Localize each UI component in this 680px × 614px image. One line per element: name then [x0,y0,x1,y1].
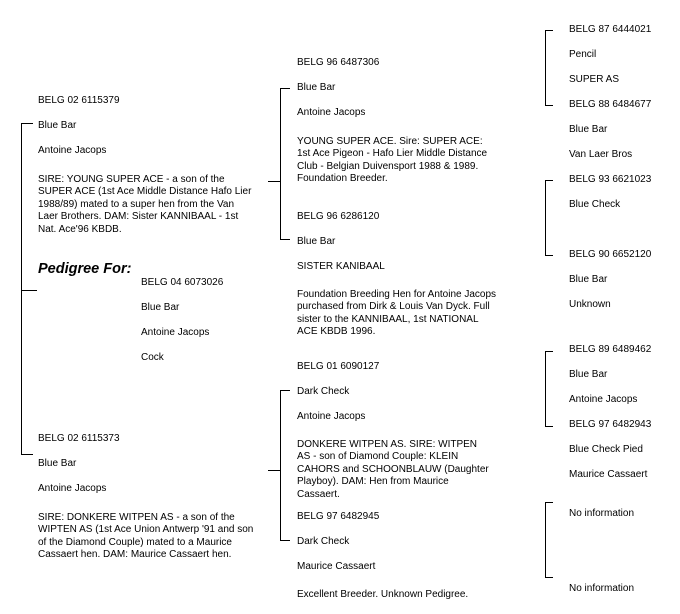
dam-sire-band: BELG 01 6090127 [297,360,380,372]
sire-owner: Antoine Jacops [38,144,107,156]
sire-sire-notes: YOUNG SUPER ACE. Sire: SUPER ACE: 1st Ace Pigeon - Hafo Lier Middle Distance Club - Belgian Duivensport 1988 & 1989. Foundation Breeder. [297,135,488,184]
bracket-subject-vertical [21,123,22,455]
ggp-5-name: Antoine Jacops [569,393,638,405]
dam-band: BELG 02 6115373 [38,432,120,444]
ggp-4-band: BELG 90 6652120 [569,248,652,260]
subject-color: Blue Bar [141,301,180,313]
bracket-sire-bottom [280,239,290,240]
ggp-4-name: Unknown [569,298,611,310]
dam-dam-owner: Maurice Cassaert [297,560,376,572]
bracket-sire-top [280,88,290,89]
sire-band: BELG 02 6115379 [38,94,120,106]
ggp-2-name: Van Laer Bros [569,148,633,160]
ggp-6-band: BELG 97 6482943 [569,418,652,430]
dam-sire-color: Dark Check [297,385,350,397]
ggp-4 [569,236,651,324]
subject-sex: Cock [141,351,164,363]
ggp-3 [569,161,651,224]
bracket-gg1-bottom [545,105,553,106]
ggp-2-band: BELG 88 6484677 [569,98,652,110]
ggp-8-text: No information [569,582,635,594]
ggp-1-color: Pencil [569,48,597,60]
dam-dam-notes: Excellent Breeder. Unknown Pedigree. [297,588,469,600]
dam-owner: Antoine Jacops [38,482,107,494]
ggp-6-name: Maurice Cassaert [569,468,648,480]
ggp-1-name: SUPER AS [569,73,620,85]
subject-owner: Antoine Jacops [141,326,210,338]
dam-dam-color: Dark Check [297,535,350,547]
ggp-7-text: No information [569,507,635,519]
dam-sire-notes: DONKERE WITPEN AS. SIRE: WITPEN AS - son of Diamond Couple: KLEIN CAHORS and SCHOONBLAUW (Daughter Playboy). DAM: Hen from Maurice Cassaert. [297,438,489,500]
sire-sire-color: Blue Bar [297,81,336,93]
bracket-gg1-vertical [545,30,546,106]
bracket-gg3-bottom [545,426,553,427]
bracket-gg4-bottom [545,577,553,578]
bracket-gg2-top [545,180,553,181]
sire-sire-band: BELG 96 6487306 [297,56,380,68]
bracket-gg2-vertical [545,180,546,256]
dam-card [38,420,283,574]
bracket-gg3-vertical [545,351,546,427]
dam-color: Blue Bar [38,457,77,469]
ggp-1-band: BELG 87 6444021 [569,23,652,35]
sire-dam-card [297,198,542,351]
subject-band: BELG 04 6073026 [141,276,224,288]
dam-dam-band: BELG 97 6482945 [297,510,380,522]
dam-sire-owner: Antoine Jacops [297,410,366,422]
sire-sire-owner: Antoine Jacops [297,106,366,118]
bracket-gg3-top [545,351,553,352]
ggp-3-color: Blue Check [569,198,621,210]
dam-dam-card [297,498,542,614]
ggp-2-color: Blue Bar [569,123,608,135]
bracket-sire-vertical [280,88,281,240]
sire-dam-name: SISTER KANIBAAL [297,260,385,272]
pedigree-heading: Pedigree For: [38,261,132,277]
bracket-subject-stem [21,290,37,291]
ggp-6 [569,406,651,494]
sire-dam-notes: Foundation Breeding Hen for Antoine Jacops purchased from Dirk & Louis Van Dyck. Full sister to the KANNIBAAL, 1st NATIONAL ACE KBDB 1996. [297,288,497,337]
ggp-3-band: BELG 93 6621023 [569,173,652,185]
ggp-4-color: Blue Bar [569,273,608,285]
bracket-gg2-bottom [545,255,553,256]
bracket-subject-bottom [21,454,33,455]
ggp-8 [569,570,634,608]
bracket-gg4-top [545,502,553,503]
sire-card [38,82,278,249]
sire-dam-band: BELG 96 6286120 [297,210,380,222]
ggp-5-band: BELG 89 6489462 [569,343,652,355]
dam-sire-card [297,348,542,514]
sire-notes: SIRE: YOUNG SUPER ACE - a son of the SUPER ACE (1st Ace Middle Distance Hafo Lier 1988/89) mated to a super hen from the Van Laer Brothers. DAM: Sister KANNIBAAL - 1st Nat. Ace'96 KBDB. [38,173,252,235]
bracket-subject-top [21,123,33,124]
dam-notes: SIRE: DONKERE WITPEN AS - a son of the WIPTEN AS (1st Ace Union Antwerp '91 and son of the Diamond Couple) mated to a Maurice Cassaert hen. DAM: Maurice Cassaert hen. [38,511,254,560]
ggp-6-color: Blue Check Pied [569,443,643,455]
sire-color: Blue Bar [38,119,77,131]
bracket-gg1-top [545,30,553,31]
subject-info [141,264,223,377]
sire-dam-color: Blue Bar [297,235,336,247]
bracket-gg4-vertical [545,502,546,578]
sire-sire-card [297,44,542,198]
ggp-5-color: Blue Bar [569,368,608,380]
ggp-7 [569,495,634,533]
bracket-dam-top [280,390,290,391]
